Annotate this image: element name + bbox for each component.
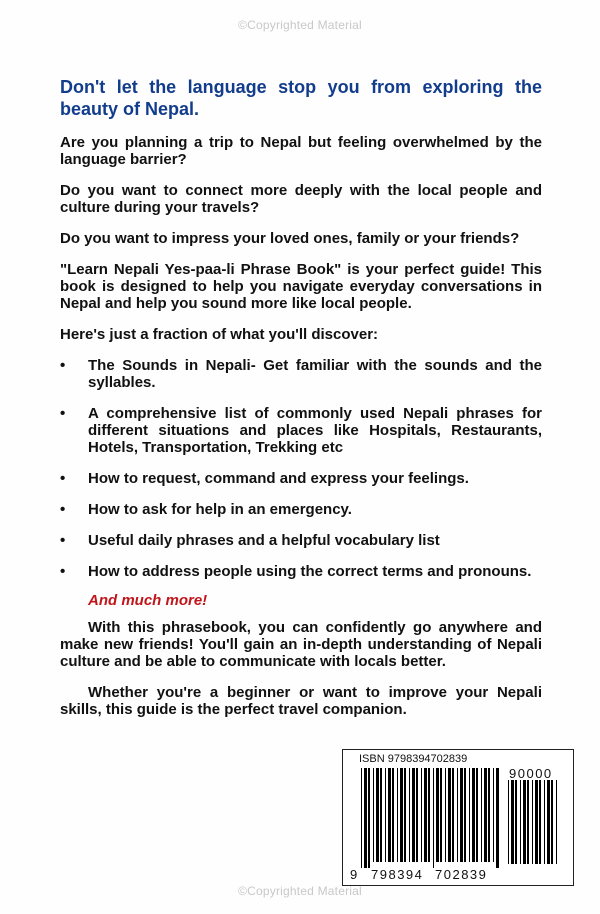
list-item-text: Useful daily phrases and a helpful vocabulary list [88,532,440,549]
barcode-bar [368,768,370,868]
barcode-bar [409,768,410,862]
bullet-icon: • [60,532,66,549]
barcode-bar [397,768,398,862]
barcode-bar [535,780,538,864]
barcode-bar [551,780,553,864]
list-item [60,563,542,580]
barcode-bars [361,768,501,868]
barcode-bar [445,768,446,862]
intro-paragraph: Are you planning a trip to Nepal but feeling overwhelmed by the language barrier? [60,134,542,168]
barcode-addon-bars [508,780,560,870]
barcode-digit-first: 9 [350,867,358,882]
list-item [60,501,542,518]
barcode-bar [428,768,430,862]
barcode-bar [496,768,499,868]
barcode-bar [484,768,487,862]
barcode-bar [469,768,470,862]
barcode-bar [404,768,406,862]
list-item-text: A comprehensive list of commonly used Nepali phrases for different situations and places like Hospitals, Restaurants, Hotels, Transportation, Trekking etc [88,405,542,456]
barcode-bar [515,780,517,864]
barcode-bar [452,768,454,862]
list-item-text: How to address people using the correct terms and pronouns. [88,563,532,580]
intro-paragraph: "Learn Nepali Yes-paa-li Phrase Book" is your perfect guide! This book is designed to help you navigate everyday conversations in Nepal and help you sound more like local people. [60,261,542,312]
barcode-bar [373,768,374,862]
barcode-addon-number: 90000 [509,766,553,781]
barcode-bar [412,768,415,862]
barcode-bar [433,768,434,868]
closing-paragraph: Whether you're a beginner or want to improve your Nepali skills, this guide is the perfect travel companion. [60,684,542,718]
barcode-bar [547,780,550,864]
barcode-digits-right: 702839 [435,867,488,882]
list-item-text: How to ask for help in an emergency. [88,501,352,518]
barcode-bar [481,768,482,862]
and-more-text: And much more! [88,592,208,609]
feature-list [60,357,542,580]
barcode-bar [493,768,494,862]
bullet-icon: • [60,501,66,518]
barcode-bar [416,768,418,862]
isbn-barcode [342,749,574,886]
barcode-bar [527,780,529,864]
copyright-watermark-bottom: ©Copyrighted Material [238,884,362,898]
barcode-bar [457,768,458,862]
barcode-bar [544,780,545,864]
intro-paragraph: Here's just a fraction of what you'll discover: [60,326,379,343]
barcode-bar [556,780,557,864]
barcode-bar [523,780,526,864]
blurb-content [60,76,542,732]
barcode-bar [400,768,403,862]
intro-paragraph: Do you want to impress your loved ones, family or your friends? [60,230,520,247]
barcode-bar [361,768,362,868]
bullet-icon: • [60,357,66,374]
barcode-bar [385,768,386,862]
barcode-bar [392,768,394,862]
list-item [60,405,542,456]
headline: Don't let the language stop you from exploring the beauty of Nepal. [60,77,542,119]
barcode-bar [464,768,466,862]
barcode-digits-left: 798394 [371,867,424,882]
barcode-bar [424,768,427,862]
barcode-bar [380,768,382,862]
barcode-bar [440,768,442,862]
barcode-bar [436,768,439,862]
list-item-text: The Sounds in Nepali- Get familiar with the sounds and the syllables. [88,357,542,391]
barcode-bar [448,768,451,862]
barcode-bar [532,780,533,864]
list-item [60,470,542,487]
barcode-bar [421,768,422,862]
isbn-label: ISBN 9798394702839 [359,753,468,765]
list-item [60,357,542,391]
intro-paragraph: Do you want to connect more deeply with the local people and culture during your travels? [60,182,542,216]
closing-paragraph: With this phrasebook, you can confidently go anywhere and make new friends! You'll gain an in-depth understanding of Nepali culture and be able to communicate with locals better. [60,619,542,670]
barcode-bar [364,768,367,868]
barcode-bar [520,780,521,864]
barcode-bar [476,768,478,862]
list-item [60,532,542,549]
barcode-bar [472,768,475,862]
barcode-bar [460,768,463,862]
barcode-bar [508,780,509,864]
barcode-bar [376,768,379,862]
bullet-icon: • [60,470,66,487]
barcode-bar [488,768,490,862]
copyright-watermark-top: ©Copyrighted Material [238,18,362,32]
bullet-icon: • [60,563,66,580]
bullet-icon: • [60,405,66,422]
barcode-bar [388,768,391,862]
barcode-bar [539,780,541,864]
list-item-text: How to request, command and express your feelings. [88,470,469,487]
barcode-bar [511,780,514,864]
